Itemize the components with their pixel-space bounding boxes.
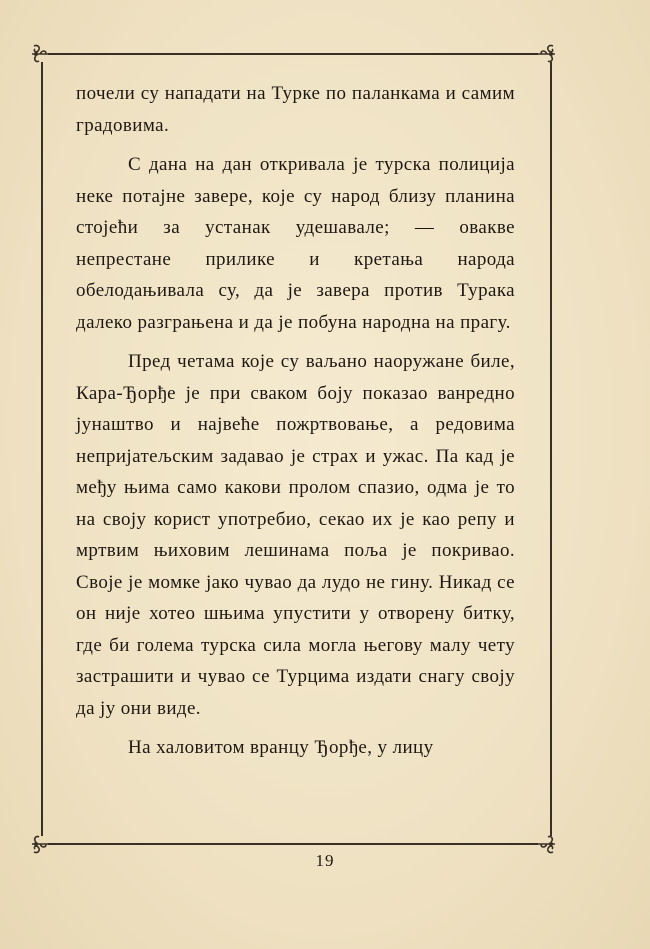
- page-number: 19: [315, 851, 335, 870]
- paragraph: С дана на дан откривала је турска полиција неке потајне завере, које су народ близу планина стојећи за устанак удешавале; — овакве непрестане прилике и кретања народа обелодањивала су, да је завера против Турака далеко разграњена и да је побуна народна на прагу.: [76, 154, 515, 333]
- body-text: [76, 78, 515, 764]
- paragraph: На халовитом вранцу Ђорђе, у лицу: [128, 737, 434, 758]
- frame-top-rule: [48, 53, 538, 55]
- frame-left-rule: [41, 62, 43, 836]
- corner-ornament-icon: [28, 42, 58, 68]
- paragraph: почели су нападати на Турке по паланкама и самим градовима.: [76, 83, 515, 136]
- frame-right-rule: [550, 62, 552, 836]
- paragraph: Пред четама које су ваљано наоружане биле, Кара-Ђорђе је при сваком боју показао ванредно јунаштво и највеће пожртвовање, а редовима непријатељским задавао је страх и ужас. Па кад је међу њима само какови пролом спазио, одма је то на своју корист употребио, секао их је као репу и мртвим њиховим лешинама поља је покривао. Своје је момке јако чувао да лудо не гину. Никад се он није хотео шњима упустити у отворену битку, где би голема турска сила могла његову малу чету застрашити и чувао се Турцима издати снагу своју да ју они виде.: [76, 351, 515, 719]
- corner-ornament-icon: [529, 42, 559, 68]
- frame-bottom-rule: [48, 843, 538, 845]
